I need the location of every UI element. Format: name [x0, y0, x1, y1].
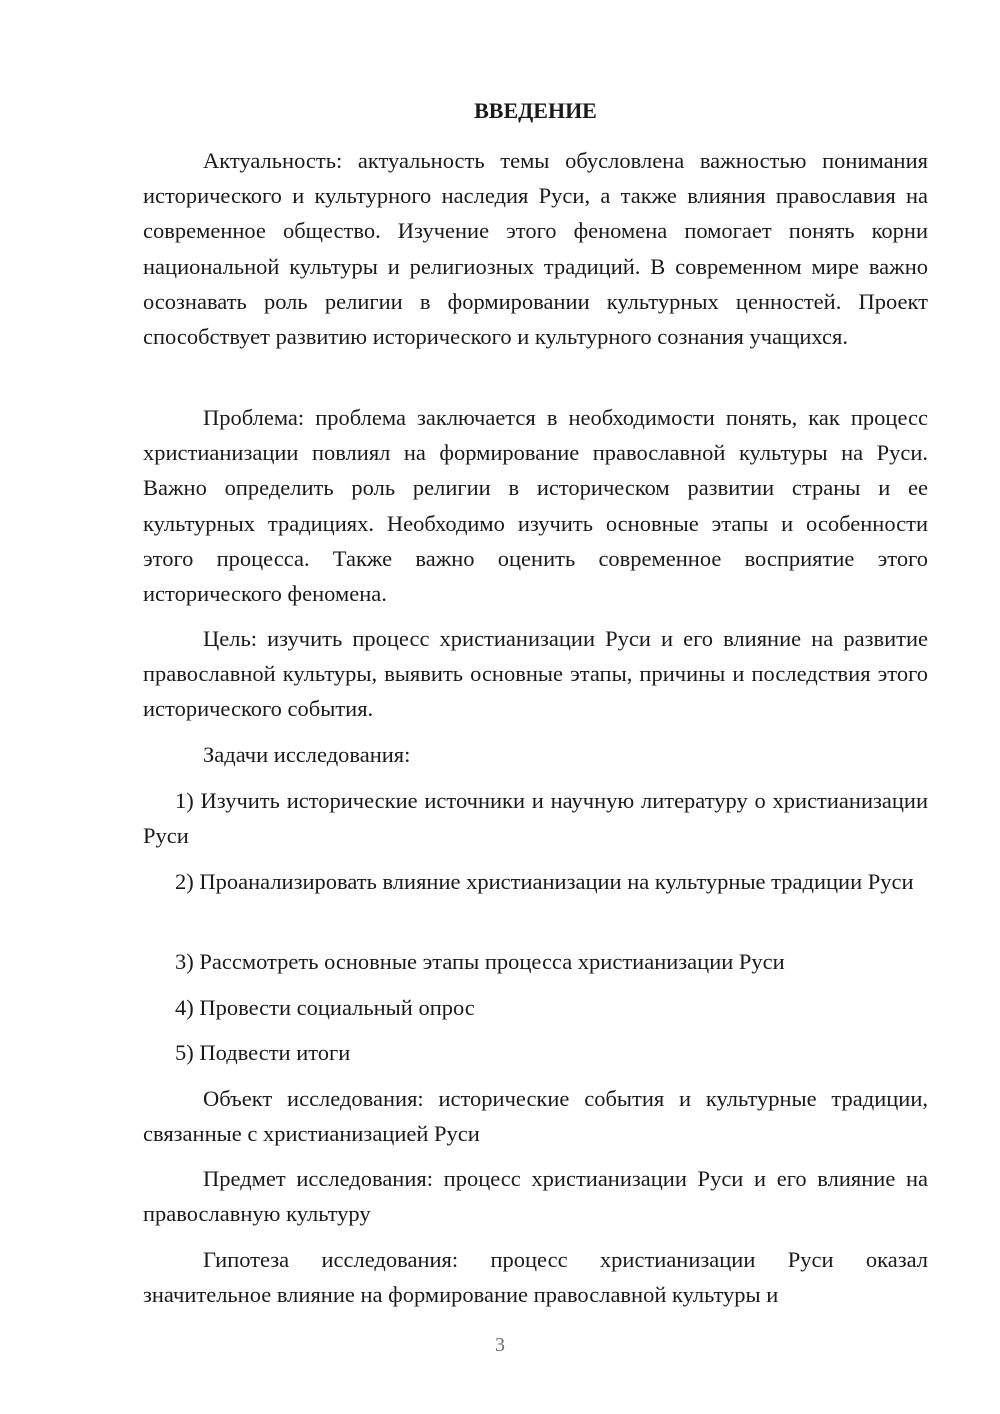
page-number: 3 — [495, 1334, 505, 1356]
problem-paragraph: Проблема: проблема заключается в необходимости понять, как процесс христианизации повлиял на формирование православной культуры на Руси. Важно определить роль религии в историческом развитии страны и ее культурных традициях. Необходимо изучить основные этапы и особенности этого процесса. Также важно оценить современное восприятие этого исторического феномена. — [143, 405, 928, 607]
subject-paragraph: Предмет исследования: процесс христианизации Руси и его влияние на православную культуру — [143, 1166, 928, 1227]
goal-paragraph: Цель: изучить процесс христианизации Руси и его влияние на развитие православной культуры, выявить основные этапы, причины и последствия этого исторического события. — [143, 626, 928, 722]
hypothesis-paragraph: Гипотеза исследования: процесс христианизации Руси оказал значительное влияние на формирование православной культуры и — [143, 1247, 928, 1308]
task-item: 4) Провести социальный опрос — [175, 995, 475, 1020]
task-item: 2) Проанализировать влияние христианизации на культурные традиции Руси — [175, 869, 914, 894]
page-title: ВВЕДЕНИЕ — [474, 98, 597, 123]
task-item: 3) Рассмотреть основные этапы процесса христианизации Руси — [175, 949, 785, 974]
task-item: 1) Изучить исторические источники и научную литературу о христианизации Руси — [143, 788, 928, 848]
relevance-paragraph: Актуальность: актуальность темы обусловлена важностью понимания исторического и культурного наследия Руси, а также влияния православия на современное общество. Изучение этого феномена помогает понять корни национальной культуры и религиозных традиций. В современном мире важно осознавать роль религии в формировании культурных ценностей. Проект способствует развитию исторического и культурного сознания учащихся. — [143, 148, 928, 350]
object-paragraph: Объект исследования: исторические события и культурные традиции, связанные с христианизацией Руси — [143, 1086, 928, 1147]
task-item: 5) Подвести итоги — [175, 1040, 351, 1065]
tasks-heading: Задачи исследования: — [203, 742, 411, 767]
